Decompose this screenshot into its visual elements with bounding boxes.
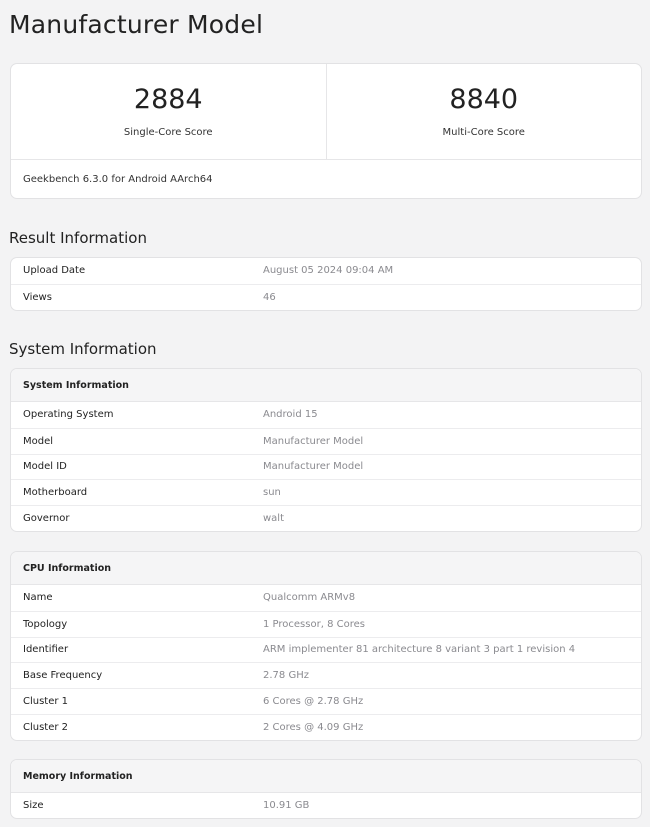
- upload-date-label: Upload Date: [23, 265, 86, 277]
- table-row: [11, 505, 641, 531]
- upload-date-row: [11, 258, 641, 284]
- single-core-score-label: Single-Core Score: [123, 127, 213, 138]
- result-information-card: [10, 257, 642, 311]
- cpu-name-value: Qualcomm ARMv8: [263, 592, 356, 604]
- table-row: [11, 688, 641, 714]
- benchmark-version: Geekbench 6.3.0 for Android AArch64: [23, 174, 213, 185]
- governor-label: Governor: [23, 513, 70, 525]
- result-information-title: Result Information: [9, 229, 147, 247]
- cpu-information-header: CPU Information: [11, 552, 641, 585]
- table-row: [11, 714, 641, 740]
- base-frequency-label: Base Frequency: [23, 670, 103, 682]
- table-row: [11, 402, 641, 428]
- motherboard-value: sun: [263, 487, 281, 499]
- upload-date-value: August 05 2024 09:04 AM: [263, 265, 394, 277]
- table-row: [11, 585, 641, 611]
- table-row: [11, 611, 641, 637]
- identifier-label: Identifier: [23, 644, 69, 656]
- memory-size-label: Size: [23, 800, 44, 812]
- multi-core-score-label: Multi-Core Score: [442, 127, 525, 138]
- system-information-header: System Information: [11, 369, 641, 402]
- table-row: [11, 662, 641, 688]
- model-id-label: Model ID: [23, 461, 67, 473]
- identifier-value: ARM implementer 81 architecture 8 variant 3 part 1 revision 4: [263, 644, 576, 656]
- model-value: Manufacturer Model: [263, 435, 364, 447]
- table-row: [11, 637, 641, 663]
- score-row: [11, 64, 641, 160]
- model-id-value: Manufacturer Model: [263, 461, 364, 473]
- table-row: [11, 793, 641, 819]
- memory-information-card: [10, 759, 642, 819]
- cluster-1-value: 6 Cores @ 2.78 GHz: [263, 696, 364, 708]
- score-card: [10, 63, 642, 199]
- operating-system-value: Android 15: [263, 409, 318, 421]
- multi-core-score: [326, 64, 642, 159]
- views-value: 46: [263, 291, 276, 303]
- table-row: [11, 479, 641, 505]
- system-information-title: System Information: [9, 340, 157, 358]
- page-title: Manufacturer Model: [9, 10, 264, 39]
- model-label: Model: [23, 435, 54, 447]
- table-row: [11, 454, 641, 480]
- single-core-score-value: 2884: [133, 84, 203, 115]
- system-information-card: [10, 368, 642, 532]
- single-core-score: [11, 64, 326, 159]
- cluster-2-label: Cluster 2: [23, 721, 69, 733]
- views-row: [11, 284, 641, 310]
- views-label: Views: [23, 291, 52, 303]
- governor-value: walt: [263, 513, 285, 525]
- cpu-information-card: [10, 551, 642, 741]
- base-frequency-value: 2.78 GHz: [263, 670, 309, 682]
- operating-system-label: Operating System: [23, 409, 114, 421]
- multi-core-score-value: 8840: [449, 84, 519, 115]
- cpu-name-label: Name: [23, 592, 53, 604]
- memory-size-value: 10.91 GB: [263, 800, 310, 812]
- topology-value: 1 Processor, 8 Cores: [263, 618, 365, 630]
- table-row: [11, 428, 641, 454]
- cluster-2-value: 2 Cores @ 4.09 GHz: [263, 721, 364, 733]
- topology-label: Topology: [23, 618, 68, 630]
- motherboard-label: Motherboard: [23, 487, 88, 499]
- memory-information-header: Memory Information: [11, 760, 641, 793]
- cluster-1-label: Cluster 1: [23, 696, 69, 708]
